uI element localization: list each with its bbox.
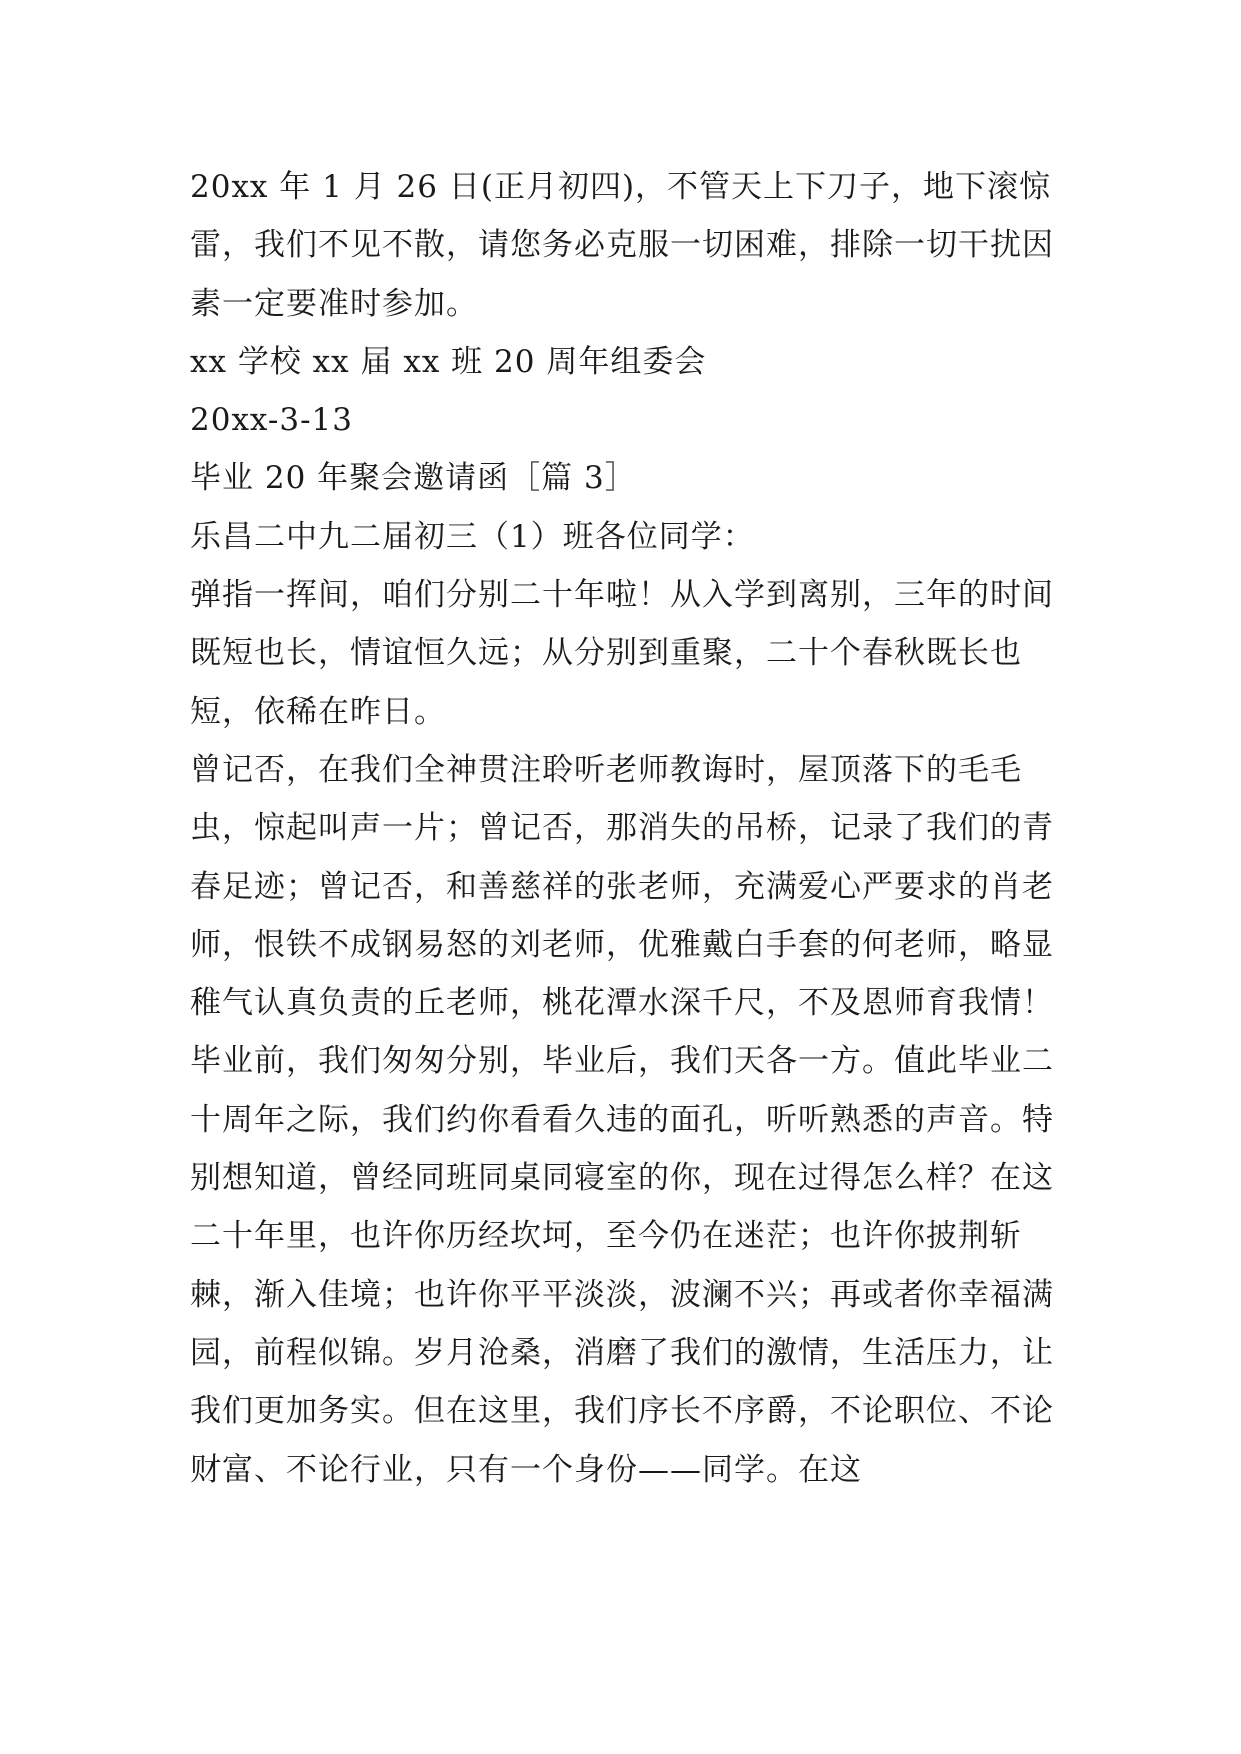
- paragraph-date: 20xx-3-13: [190, 402, 353, 439]
- paragraph-organizer: xx 学校 xx 届 xx 班 20 周年组委会: [190, 343, 707, 380]
- section-heading: 毕业 20 年聚会邀请函［篇 3］: [190, 460, 637, 497]
- document-body: [190, 158, 1070, 1499]
- paragraph-salutation: 乐昌二中九二届初三（1）班各位同学：: [190, 518, 755, 555]
- paragraph-intro: 弹指一挥间，咱们分别二十年啦！从入学到离别，三年的时间既短也长，情谊恒久远；从分别到重聚，二十个春秋既长也短，依稀在昨日。: [190, 577, 1054, 730]
- paragraph-meeting-time: 20xx 年 1 月 26 日(正月初四)，不管天上下刀子，地下滚惊雷，我们不见不散，请您务必克服一切困难，排除一切干扰因素一定要准时参加。: [190, 169, 1054, 322]
- paragraph-invitation: 毕业前，我们匆匆分别，毕业后，我们天各一方。值此毕业二十周年之际，我们约你看看久违的面孔，听听熟悉的声音。特别想知道，曾经同班同桌同寝室的你，现在过得怎么样？在这二十年里，也许你历经坎坷，至今仍在迷茫；也许你披荆斩棘，渐入佳境；也许你平平淡淡，波澜不兴；再或者你幸福满园，前程似锦。岁月沧桑，消磨了我们的激情，生活压力，让我们更加务实。但在这里，我们序长不序爵，不论职位、不论财富、不论行业，只有一个身份——同学。在这: [190, 1043, 1054, 1488]
- paragraph-memories: 曾记否，在我们全神贯注聆听老师教诲时，屋顶落下的毛毛虫，惊起叫声一片；曾记否，那消失的吊桥，记录了我们的青春足迹；曾记否，和善慈祥的张老师，充满爱心严要求的肖老师，恨铁不成钢易怒的刘老师，优雅戴白手套的何老师，略显稚气认真负责的丘老师，桃花潭水深千尺，不及恩师育我情！: [190, 751, 1054, 1022]
